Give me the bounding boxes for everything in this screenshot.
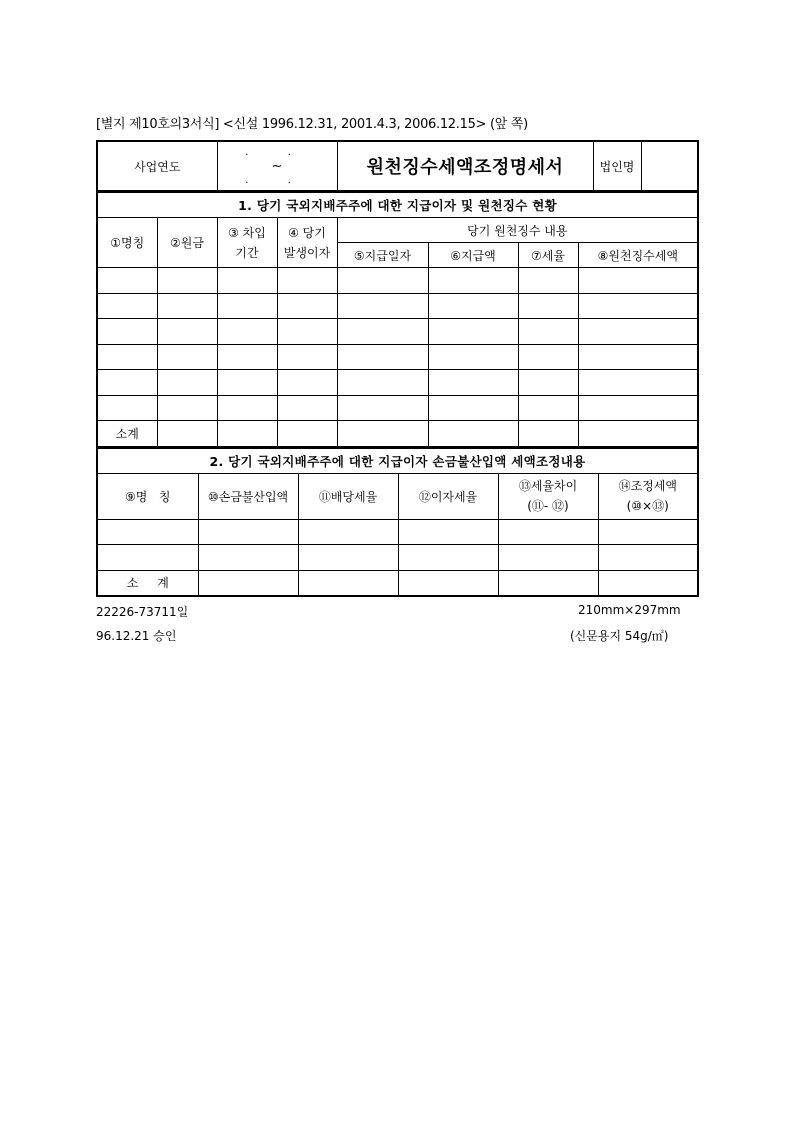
subtotal-cell[interactable]: [498, 570, 598, 596]
entry-cell[interactable]: [198, 519, 298, 545]
col-withholding-group-header: 당기 원천징수 내용: [337, 218, 698, 243]
entry-cell[interactable]: [428, 370, 518, 396]
entry-cell[interactable]: [277, 395, 337, 421]
entry-cell[interactable]: [198, 545, 298, 571]
entry-cell[interactable]: [277, 344, 337, 370]
entry-cell[interactable]: [428, 268, 518, 294]
entry-cell[interactable]: [277, 370, 337, 396]
entry-cell[interactable]: [277, 293, 337, 319]
entry-cell[interactable]: [578, 395, 698, 421]
paper-type: (신문용지 54g/㎡): [570, 629, 669, 643]
subtotal-cell[interactable]: [157, 421, 217, 447]
entry-cell[interactable]: [97, 519, 198, 545]
col-interest-header: [277, 218, 337, 268]
s2-col-name-header: ⑨명 칭: [97, 473, 198, 519]
entry-cell[interactable]: [97, 268, 157, 294]
entry-cell[interactable]: [598, 545, 698, 571]
s2-col-rate-diff-text: ⑬세율차이 (⑪- ⑫): [518, 479, 578, 513]
entry-cell[interactable]: [277, 268, 337, 294]
entry-cell[interactable]: [157, 319, 217, 345]
section2-table: [96, 448, 699, 598]
business-period-field[interactable]: [217, 141, 337, 191]
entry-cell[interactable]: [157, 395, 217, 421]
table-row: [97, 293, 698, 319]
entry-cell[interactable]: [518, 370, 578, 396]
entry-cell[interactable]: [157, 344, 217, 370]
entry-cell[interactable]: [578, 344, 698, 370]
entry-cell[interactable]: [337, 268, 428, 294]
period-tilde: ~: [271, 158, 283, 174]
form-sheet: [96, 140, 697, 597]
s2-col-dividend-rate-header: ⑪배당세율: [298, 473, 398, 519]
subtotal-cell[interactable]: [337, 421, 428, 447]
s2-col-rate-diff-header: [498, 473, 598, 519]
entry-cell[interactable]: [518, 344, 578, 370]
period-start-dots: . .: [245, 147, 309, 158]
entry-cell[interactable]: [498, 519, 598, 545]
entry-cell[interactable]: [337, 370, 428, 396]
entry-cell[interactable]: [428, 395, 518, 421]
col-borrow-period-text: ③ 차입 기간: [228, 225, 266, 260]
corp-name-field[interactable]: [641, 141, 698, 191]
table-row: [97, 545, 698, 571]
entry-cell[interactable]: [97, 545, 198, 571]
subtotal-cell[interactable]: [518, 421, 578, 447]
approval-date: 96.12.21 승인: [96, 629, 177, 643]
entry-cell[interactable]: [97, 293, 157, 319]
section1-subtotal-label: 소계: [97, 421, 157, 447]
subtotal-cell[interactable]: [277, 421, 337, 447]
business-year-label: 사업연도: [97, 141, 217, 191]
entry-cell[interactable]: [217, 319, 277, 345]
entry-cell[interactable]: [157, 293, 217, 319]
entry-cell[interactable]: [337, 395, 428, 421]
s2-col-adjusted-tax-header: [598, 473, 698, 519]
paper-size: 210mm×297mm: [578, 603, 681, 617]
section1-title: 1. 당기 국외지배주주에 대한 지급이자 및 원천징수 현황: [97, 193, 698, 218]
entry-cell[interactable]: [337, 293, 428, 319]
section2-title: 2. 당기 국외지배주주에 대한 지급이자 손금불산입액 세액조정내용: [97, 448, 698, 473]
entry-cell[interactable]: [428, 319, 518, 345]
entry-cell[interactable]: [277, 319, 337, 345]
subtotal-cell[interactable]: [398, 570, 498, 596]
entry-cell[interactable]: [217, 370, 277, 396]
col-borrow-period-header: [217, 218, 277, 268]
entry-cell[interactable]: [398, 545, 498, 571]
title-table: [96, 140, 699, 192]
entry-cell[interactable]: [97, 319, 157, 345]
subtotal-cell[interactable]: [298, 570, 398, 596]
entry-cell[interactable]: [217, 344, 277, 370]
entry-cell[interactable]: [578, 268, 698, 294]
section1-table: [96, 192, 699, 448]
section2-subtotal-label: 소 계: [97, 570, 198, 596]
entry-cell[interactable]: [298, 519, 398, 545]
s2-col-adjusted-tax-text: ⑭조정세액 (⑩×⑬): [618, 479, 677, 513]
entry-cell[interactable]: [97, 370, 157, 396]
entry-cell[interactable]: [428, 344, 518, 370]
entry-cell[interactable]: [578, 293, 698, 319]
entry-cell[interactable]: [217, 268, 277, 294]
entry-cell[interactable]: [578, 370, 698, 396]
entry-cell[interactable]: [157, 268, 217, 294]
form-header-label: [별지 제10호의3서식] <신설 1996.12.31, 2001.4.3, 2006.12.15> (앞 쪽): [96, 117, 528, 132]
table-row: [97, 395, 698, 421]
entry-cell[interactable]: [598, 519, 698, 545]
subtotal-cell[interactable]: [198, 570, 298, 596]
col-principal-header: ②원금: [157, 218, 217, 268]
entry-cell[interactable]: [217, 293, 277, 319]
entry-cell[interactable]: [97, 395, 157, 421]
entry-cell[interactable]: [337, 344, 428, 370]
table-row: [97, 319, 698, 345]
subtotal-cell[interactable]: [428, 421, 518, 447]
entry-cell[interactable]: [337, 319, 428, 345]
table-row: [97, 370, 698, 396]
col-tax-rate-header: ⑦세율: [518, 243, 578, 268]
entry-cell[interactable]: [578, 319, 698, 345]
entry-cell[interactable]: [298, 545, 398, 571]
entry-cell[interactable]: [518, 268, 578, 294]
form-title: 원천징수세액조정명세서: [337, 141, 593, 191]
entry-cell[interactable]: [97, 344, 157, 370]
col-withholding-tax-header: ⑧원천징수세액: [578, 243, 698, 268]
entry-cell[interactable]: [518, 395, 578, 421]
col-pay-amount-header: ⑥지급액: [428, 243, 518, 268]
entry-cell[interactable]: [398, 519, 498, 545]
col-pay-date-header: ⑤지급일자: [337, 243, 428, 268]
col-interest-text: ④ 당기 발생이자: [283, 225, 331, 260]
table-row: [97, 344, 698, 370]
entry-cell[interactable]: [157, 370, 217, 396]
table-row: [97, 519, 698, 545]
corp-name-label: 법인명: [593, 141, 641, 191]
entry-cell[interactable]: [217, 395, 277, 421]
subtotal-cell[interactable]: [217, 421, 277, 447]
s2-col-nondeductible-header: ⑩손금불산입액: [198, 473, 298, 519]
form-code: 22226-73711일: [96, 605, 189, 619]
s2-col-interest-rate-header: ⑫이자세율: [398, 473, 498, 519]
table-row: [97, 268, 698, 294]
entry-cell[interactable]: [428, 293, 518, 319]
col-name-header: ①명칭: [97, 218, 157, 268]
entry-cell[interactable]: [518, 319, 578, 345]
period-end-dots: . .: [245, 175, 309, 186]
entry-cell[interactable]: [498, 545, 598, 571]
subtotal-cell[interactable]: [598, 570, 698, 596]
subtotal-cell[interactable]: [578, 421, 698, 447]
entry-cell[interactable]: [518, 293, 578, 319]
